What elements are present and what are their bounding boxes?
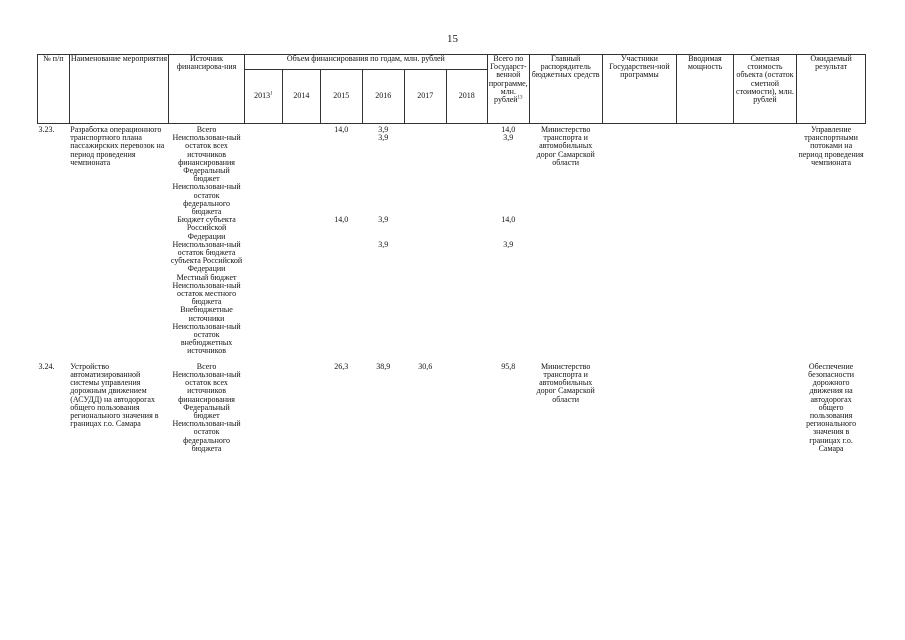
year-value-2015 [320, 274, 362, 282]
participants-cell [602, 361, 677, 453]
year-value-2018 [446, 404, 487, 420]
table-body [38, 124, 866, 453]
source-label: Внебюджетные источники [180, 305, 233, 323]
capacity-cell [677, 361, 733, 453]
year-value-2018 [446, 134, 487, 167]
year-value-2015: 14,0 [334, 125, 349, 134]
year-value-2015 [320, 371, 362, 404]
year-value-2016 [362, 167, 404, 183]
year-value-2016 [362, 306, 404, 322]
year-value-2013 [244, 323, 282, 356]
year-value-2018 [446, 241, 487, 274]
capacity-cell [677, 124, 733, 356]
total-value: 3,9 [503, 239, 514, 249]
year-value-2018 [446, 124, 487, 135]
year-value-2013 [244, 306, 282, 322]
total-value [487, 323, 529, 356]
year-value-2018 [446, 323, 487, 356]
year-value-2016 [362, 371, 404, 404]
year-value-2014 [282, 274, 320, 282]
total-value [487, 274, 529, 282]
year-value-2016 [362, 420, 404, 453]
year-2016-header: 2016 [362, 70, 404, 124]
year-value-2017 [404, 274, 446, 282]
year-value-2015 [320, 167, 362, 183]
year-value-2014 [282, 361, 320, 371]
col-volume-header: Объем финансирования по годам, млн. рублей [244, 55, 487, 70]
funding-table [37, 54, 866, 453]
year-value-2013 [244, 167, 282, 183]
year-value-2014 [282, 124, 320, 135]
expected-result: Обеспечение безопасности дорожного движения на автодорогах общего пользования регионального значения в границах г.о. Самара [806, 361, 857, 453]
year-value-2017 [404, 167, 446, 183]
year-value-2015: 26,3 [334, 361, 349, 371]
year-value-2013 [244, 216, 282, 241]
col-participants-header: Участники Государствен-ной программы [602, 55, 677, 124]
year-value-2014 [282, 183, 320, 216]
source-label: Всего [196, 125, 217, 134]
year-value-2013 [244, 241, 282, 274]
source-label: Неиспользован-ный остаток всех источников финансирования [172, 369, 241, 404]
source-label: Бюджет субъекта Российской Федерации [177, 215, 236, 241]
col-cost-header: Сметная стоимость объекта (остаток сметной стоимости), млн. рублей [733, 55, 797, 124]
source-label: Местный бюджет [176, 272, 237, 282]
total-value: 14,0 [501, 125, 516, 134]
year-value-2018 [446, 306, 487, 322]
year-value-2016: 3,9 [378, 215, 389, 225]
year-value-2015 [320, 323, 362, 356]
year-value-2016 [362, 183, 404, 216]
total-value [487, 420, 529, 453]
year-value-2015 [320, 420, 362, 453]
year-value-2016: 38,9 [376, 361, 391, 371]
cost-cell [733, 361, 797, 453]
budget-manager: Министерство транспорта и автомобильных дорог Самарской области [536, 361, 595, 404]
source-label: Всего [196, 361, 217, 371]
total-value [487, 371, 529, 404]
source-label: Федеральный бюджет [183, 402, 230, 420]
year-value-2017: 30,6 [418, 361, 433, 371]
source-label: Неиспользован-ный остаток бюджета субъекта Российской Федерации [170, 239, 243, 274]
total-value: 95,8 [501, 361, 516, 371]
year-value-2017 [404, 183, 446, 216]
year-value-2018 [446, 274, 487, 282]
year-2017-header: 2017 [404, 70, 446, 124]
year-value-2013 [244, 183, 282, 216]
year-value-2014 [282, 134, 320, 167]
total-value [487, 404, 529, 420]
year-value-2014 [282, 306, 320, 322]
year-value-2013 [244, 124, 282, 135]
year-value-2013 [244, 404, 282, 420]
year-value-2016 [362, 282, 404, 307]
table-row [38, 361, 866, 371]
measure-name: Устройство автоматизированной системы управления дорожным движением (АСУДД) на автодорогах общего пользования регионального значения в границах г.о. Самара [70, 361, 159, 429]
expected-result: Управление транспортными потоками на период проведения чемпионата [798, 125, 864, 167]
col-source-header: Источник финансирова-ния [169, 55, 245, 124]
year-value-2018 [446, 167, 487, 183]
year-value-2015 [320, 306, 362, 322]
year-2018-header: 2018 [446, 70, 487, 124]
col-total-header: Всего по Государст-венной программе, млн. рублей$^{13}$ [487, 55, 529, 124]
year-value-2013 [244, 371, 282, 404]
col-result-header: Ожидаемый результат [797, 55, 866, 124]
source-label: Неиспользован-ный остаток внебюджетных источников [172, 321, 241, 356]
year-value-2015 [320, 241, 362, 274]
row-num: 3.23. [38, 125, 55, 134]
year-value-2016: 3,9 [378, 125, 389, 134]
year-2013-header: 2013$^1$ [244, 70, 282, 124]
year-2014-header: 2014 [282, 70, 320, 124]
measure-name: Разработка операционного транспортного плана пассажирских перевозок на период проведения чемпионата [70, 125, 165, 167]
year-value-2017 [404, 216, 446, 241]
total-value: 3,9 [503, 133, 514, 143]
year-2015-header: 2015 [320, 70, 362, 124]
total-value [487, 167, 529, 183]
year-value-2014 [282, 241, 320, 274]
col-capacity-header: Вводимая мощность [677, 55, 733, 124]
source-label: Неиспользован-ный остаток всех источников финансирования [172, 133, 241, 167]
year-value-2015 [320, 282, 362, 307]
year-value-2013 [244, 420, 282, 453]
year-value-2014 [282, 167, 320, 183]
year-value-2018 [446, 282, 487, 307]
year-value-2018 [446, 216, 487, 241]
budget-manager: Министерство транспорта и автомобильных дорог Самарской области [536, 125, 595, 167]
year-value-2014 [282, 216, 320, 241]
cost-cell [733, 124, 797, 356]
year-value-2018 [446, 183, 487, 216]
year-value-2017 [404, 241, 446, 274]
year-value-2018 [446, 420, 487, 453]
col-manager-header: Главный распорядитель бюджетных средств [529, 55, 602, 124]
total-value: 14,0 [501, 215, 516, 225]
year-value-2014 [282, 404, 320, 420]
table-row [38, 124, 866, 135]
year-value-2015 [320, 183, 362, 216]
year-value-2013 [244, 274, 282, 282]
year-value-2017 [404, 306, 446, 322]
year-value-2015: 14,0 [334, 215, 349, 225]
year-value-2018 [446, 361, 487, 371]
table-header [38, 55, 866, 124]
year-value-2018 [446, 371, 487, 404]
year-value-2016 [362, 323, 404, 356]
participants-cell [602, 124, 677, 356]
source-label: Неиспользован-ный остаток федерального бюджета [172, 419, 241, 453]
year-value-2014 [282, 282, 320, 307]
year-value-2016: 3,9 [378, 133, 389, 143]
col-num-header: № п/п [38, 55, 70, 124]
year-value-2014 [282, 371, 320, 404]
year-value-2014 [282, 323, 320, 356]
year-value-2014 [282, 420, 320, 453]
year-value-2016: 3,9 [378, 239, 389, 249]
year-value-2013 [244, 282, 282, 307]
total-value [487, 282, 529, 307]
year-value-2017 [404, 420, 446, 453]
year-value-2017 [404, 282, 446, 307]
year-value-2013 [244, 134, 282, 167]
year-value-2013 [244, 361, 282, 371]
year-value-2015 [320, 404, 362, 420]
year-value-2016 [362, 404, 404, 420]
col-name-header: Наименование мероприятия [69, 55, 168, 124]
year-value-2017 [404, 323, 446, 356]
total-value [487, 183, 529, 216]
year-value-2017 [404, 134, 446, 167]
source-label: Федеральный бюджет [183, 166, 230, 184]
row-num: 3.24. [38, 361, 55, 371]
page-number: 15 [447, 33, 458, 45]
source-label: Неиспользован-ный остаток федерального бюджета [172, 182, 241, 217]
year-value-2016 [362, 274, 404, 282]
source-label: Неиспользован-ный остаток местного бюджета [172, 280, 241, 307]
total-value [487, 306, 529, 322]
year-value-2015 [320, 134, 362, 167]
year-value-2017 [404, 371, 446, 404]
year-value-2017 [404, 124, 446, 135]
year-value-2017 [404, 404, 446, 420]
